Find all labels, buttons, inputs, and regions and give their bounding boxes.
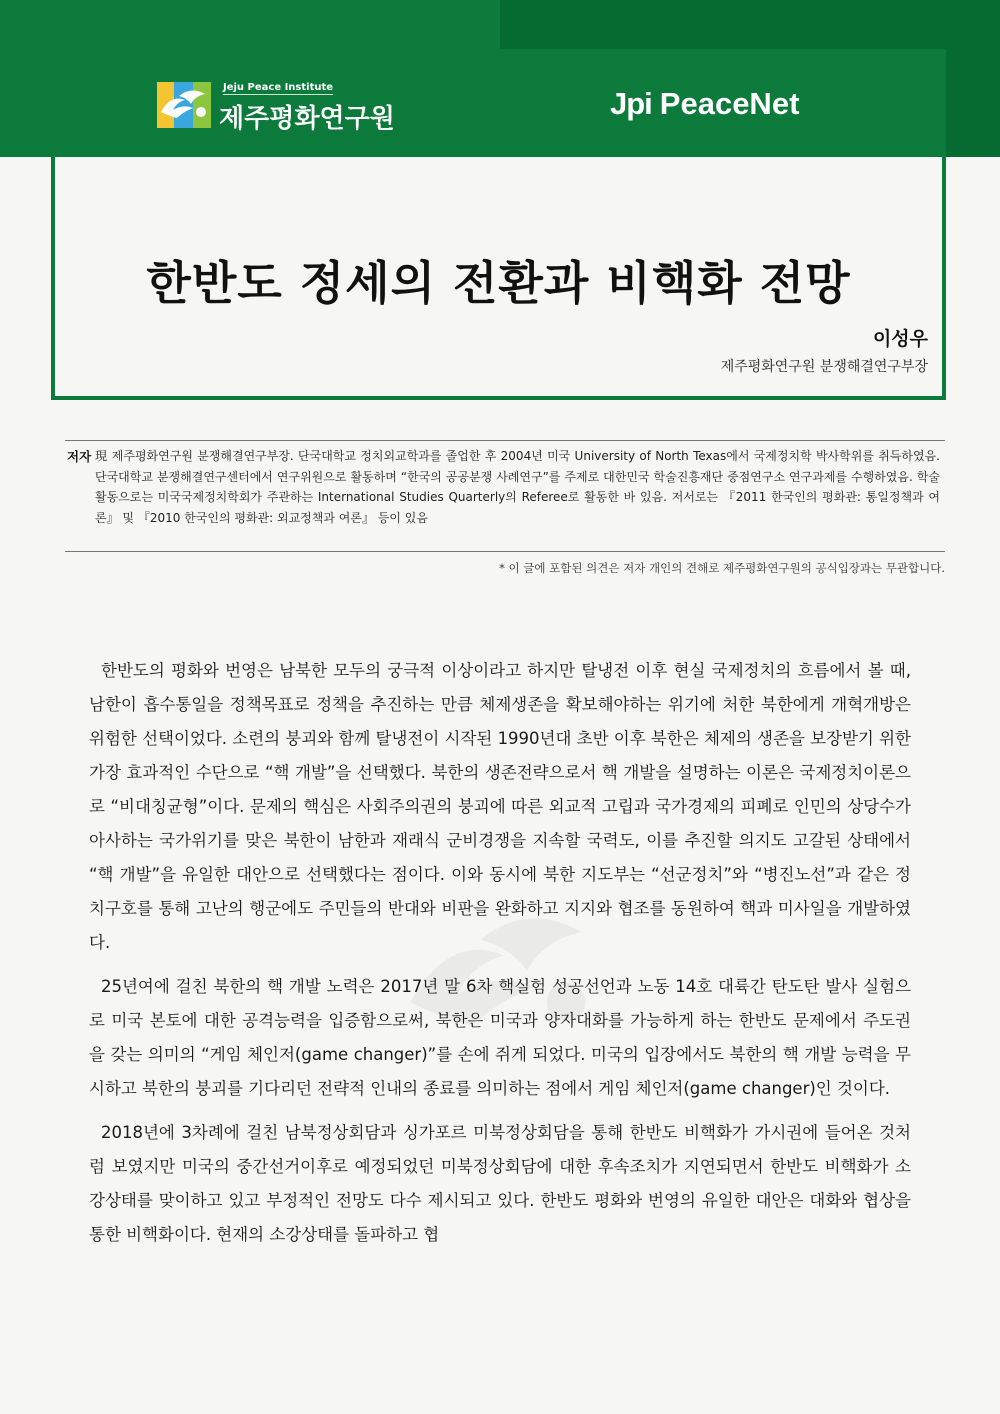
bio-text: 現 제주평화연구원 분쟁해결연구부장. 단국대학교 정치외교학과를 졸업한 후 2004년 미국 University of North Texas에서 국제정치학 박사학위를 취득하였음. 단국대학교 분쟁해결연구센터에서 연구위원으로 활동하며 “한국의 공공분쟁 사례연구”를 주제로 대한민국 학술진흥재단 중점연구소 연구과제를 수행하였음. 학술활동으로는 미국국제정치학회가 주관하는 International Studies Quarterly의 Referee로 활동한 바 있음. 저서로는 『2011 한국인의 평화관: 통일정책과 여론』 및 『2010 한국인의 평화관: 외교정책과 여론』 등이 있음	[95, 449, 940, 525]
dove-logo-icon	[157, 82, 211, 128]
institute-name-en: Jeju Peace Institute	[223, 82, 334, 93]
peacenet-logo[interactable]	[610, 86, 799, 122]
author-name: 이성우	[872, 328, 928, 350]
peacenet-name: PeaceNet	[659, 86, 800, 121]
disclaimer: * 이 글에 포함된 의견은 저자 개인의 견해로 제주평화연구원의 공식입장과는 무관합니다.	[499, 561, 945, 575]
body-paragraph: 한반도의 평화와 번영은 남북한 모두의 궁극적 이상이라고 하지만 탈냉전 이후 현실 국제정치의 흐름에서 볼 때, 남한이 흡수통일을 정책목표로 정책을 추진하는 만큼 체제생존을 확보해야하는 위기에 처한 북한에게 개혁개방은 위험한 선택이었다. 소련의 붕괴와 함께 탈냉전이 시작된 1990년대 초반 이후 북한은 체제의 생존을 보장받기 위한 가장 효과적인 수단으로 “핵 개발”을 선택했다. 북한의 생존전략으로서 핵 개발을 설명하는 이론은 국제정치이론으로 “비대칭균형”이다. 문제의 핵심은 사회주의권의 붕괴에 따른 외교적 고립과 국가경제의 피폐로 인민의 상당수가 아사하는 국가위기를 맞은 북한이 남한과 재래식 군비경쟁을 지속할 국력도, 이를 추진할 의지도 고갈된 상태에서 “핵 개발”을 유일한 대안으로 선택했다는 점이다. 이와 동시에 북한 지도부는 “선군정치”와 “병진노선”과 같은 정치구호를 통해 고난의 행군에도 주민들의 반대와 비판을 완화하고 지지와 협조를 동원하여 핵과 미사일을 개발하였다.	[89, 661, 911, 952]
body-paragraph: 2018년에 3차례에 걸친 남북정상회담과 싱가포르 미북정상회담을 통해 한반도 비핵화가 가시권에 들어온 것처럼 보였지만 미국의 중간선거이후로 예정되었던 미북정상회담에 대한 후속조치가 지연되면서 한반도 비핵화가 소강상태를 맞이하고 있고 부정적인 전망도 다수 제시되고 있다. 한반도 평화와 번영의 유일한 대안은 대화와 협상을 통한 비핵화이다. 현재의 소강상태를 돌파하고 협	[89, 1123, 911, 1244]
institute-name-ko: 제주평화연구원	[219, 104, 395, 134]
author-affiliation: 제주평화연구원 분쟁해결연구부장	[720, 359, 928, 375]
jpi-mark: Jpi	[610, 86, 652, 121]
author-bio-box	[65, 440, 945, 552]
body-paragraph: 25년여에 걸친 북한의 핵 개발 노력은 2017년 말 6차 핵실험 성공선언과 노동 14호 대륙간 탄도탄 발사 실험으로 미국 본토에 대한 공격능력을 입증함으로써, 북한은 미국과 양자대화를 가능하게 하는 한반도 문제에서 주도권을 갖는 의미의 “게임 체인저(game changer)”를 손에 쥐게 되었다. 미국의 입장에서도 북한의 핵 개발 능력을 무시하고 북한의 붕괴를 기다리던 전략적 인내의 종료를 의미하는 점에서 게임 체인저(game changer)인 것이다.	[89, 977, 911, 1098]
article-body	[89, 654, 911, 1262]
document-title: 한반도 정세의 전환과 비핵화 전망	[146, 256, 851, 310]
bio-label: 저자	[67, 449, 92, 464]
jeju-peace-institute-logo[interactable]	[157, 78, 417, 132]
